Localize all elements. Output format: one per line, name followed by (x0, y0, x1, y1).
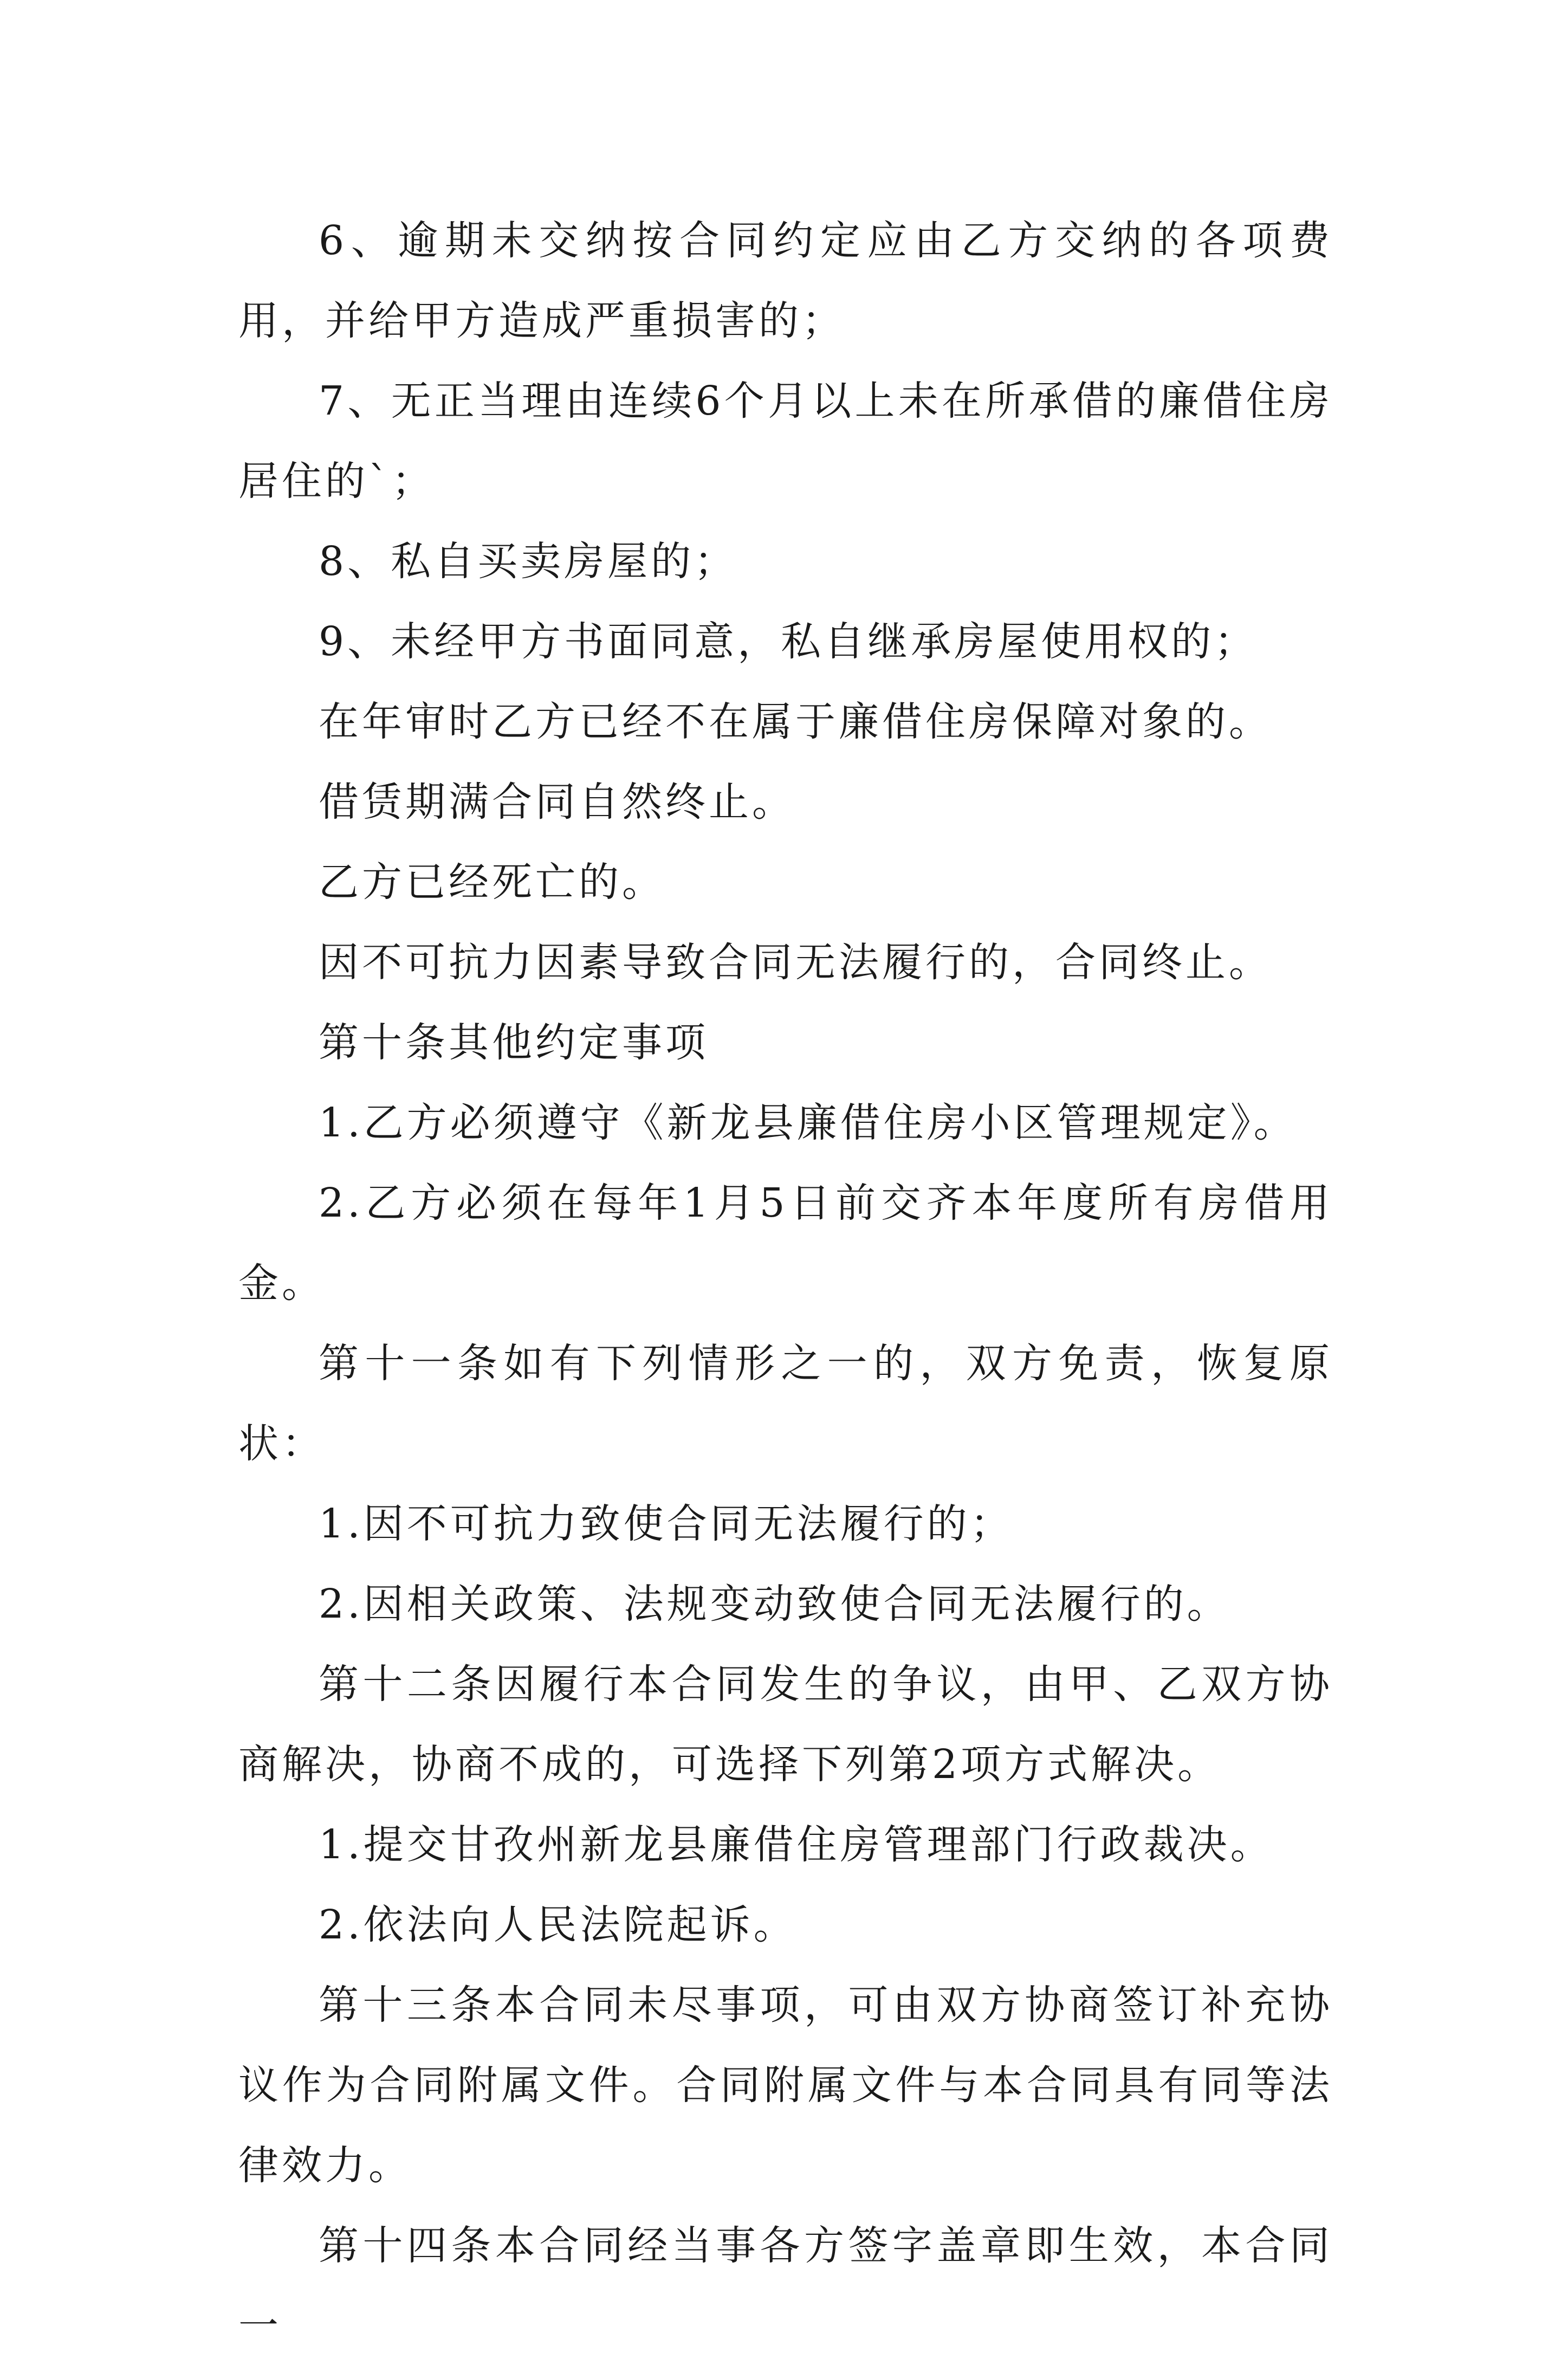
article-10-heading: 第十条其他约定事项 (319, 1019, 709, 1066)
document-body (238, 201, 1333, 2366)
paragraph-clause-7: 7、无正当理由连续6个月以上未在所承借的廉借住房居住的`； (238, 378, 1333, 505)
paragraph-annual-review: 在年审时乙方已经不在属于廉借住房保障对象的。 (319, 699, 1272, 745)
article-14-paragraph: 第十四条本合同经当事各方签字盖章即生效，本合同一 (238, 2222, 1333, 2349)
paragraph-clause-6: 6、逾期未交纳按合同约定应由乙方交纳的各项费用，并给甲方造成严重损害的； (238, 217, 1333, 344)
article-12-paragraph: 第十二条因履行本合同发生的争议，由甲、乙双方协商解决，协商不成的，可选择下列第2项方式解决。 (238, 1661, 1333, 1788)
article-11-heading: 第十一条如有下列情形之一的，双方免责，恢复原状： (238, 1340, 1333, 1467)
article-12-item-2: 2.依法向人民法院起诉。 (319, 1902, 797, 1948)
article-11-item-2: 2.因相关政策、法规变动致使合同无法履行的。 (319, 1581, 1230, 1627)
paragraph-clause-8: 8、私自买卖房屋的； (319, 538, 738, 585)
article-13-paragraph: 第十三条本合同未尽事项，可由双方协商签订补充协议作为合同附属文件。合同附属文件与本合同具有同等法律效力。 (238, 1982, 1333, 2189)
article-10-item-1: 1.乙方必须遵守《新龙县廉借住房小区管理规定》。 (319, 1100, 1297, 1146)
article-10-item-2: 2.乙方必须在每年1月5日前交齐本年度所有房借用金。 (238, 1180, 1333, 1307)
paragraph-clause-9: 9、未经甲方书面同意，私自继承房屋使用权的； (319, 618, 1258, 665)
article-11-item-1: 1.因不可抗力致使合同无法履行的； (319, 1501, 1014, 1547)
paragraph-force-majeure-termination: 因不可抗力因素导致合同无法履行的，合同终止。 (319, 939, 1272, 986)
paragraph-lease-expiry: 借赁期满合同自然终止。 (319, 779, 795, 825)
paragraph-tenant-deceased: 乙方已经死亡的。 (319, 859, 665, 906)
article-12-item-1: 1.提交甘孜州新龙县廉借住房管理部门行政裁决。 (319, 1821, 1274, 1868)
